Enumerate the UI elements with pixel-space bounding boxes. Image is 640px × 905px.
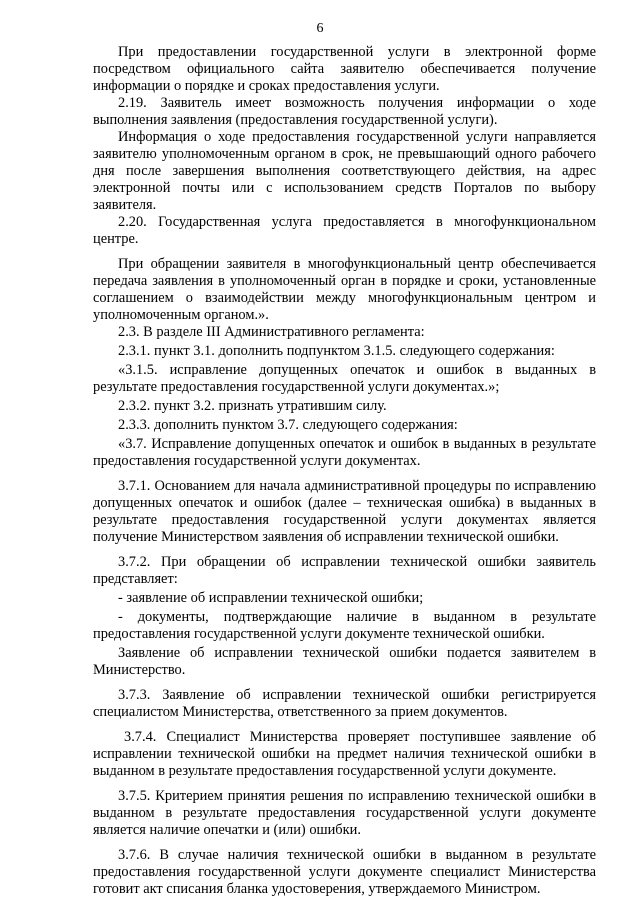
paragraph-3-7: «3.7. Исправление допущенных опечаток и ошибок в выданных в результате предоставления государственной услуги документах. [93,436,596,469]
paragraph-3-7-3: 3.7.3. Заявление об исправлении технической ошибки регистрируется специалистом Министерства, ответственного за прием документов. [93,687,596,720]
document-body [93,44,596,898]
paragraph-2-3-1: 2.3.1. пункт 3.1. дополнить подпунктом 3.1.5. следующего содержания: [118,343,555,359]
paragraph-progress-info: Информация о ходе предоставления государственной услуги направляется заявителю уполномоченным органом в срок, не превышающий одного рабочего дня после завершения выполнения соответствующего действия, на адрес электронной почты или с использованием средств Порталов по выбору заявителя. [93,129,596,213]
paragraph-2-3-3: 2.3.3. дополнить пунктом 3.7. следующего содержания: [118,417,458,433]
paragraph-electronic-info: При предоставлении государственной услуги в электронной форме посредством официального сайта заявителю обеспечивается получение информации о порядке и сроках предоставления услуги. [93,44,596,94]
paragraph-2-20: 2.20. Государственная услуга предоставляется в многофункциональном центре. [93,214,596,247]
paragraph-3-7-2: 3.7.2. При обращении об исправлении технической ошибки заявитель представляет: [93,554,596,587]
paragraph-submission: Заявление об исправлении технической ошибки подается заявителем в Министерство. [93,645,596,678]
paragraph-2-19: 2.19. Заявитель имеет возможность получения информации о ходе выполнения заявления (предоставления государственной услуги). [93,95,596,128]
list-item-documents: - документы, подтверждающие наличие в выданном в результате предоставления государственной услуги документе технической ошибки. [93,609,596,642]
page-number: 6 [316,21,324,36]
paragraph-mfc-transfer: При обращении заявителя в многофункциональный центр обеспечивается передача заявления в уполномоченный орган в порядке и сроки, установленные соглашением о взаимодействии между многофункциональным центром и уполномоченным органом.». [93,256,596,323]
paragraph-3-1-5: «3.1.5. исправление допущенных опечаток и ошибок в выданных в результате предоставления государственной услуги документах.»; [93,362,596,395]
paragraph-3-7-5: 3.7.5. Критерием принятия решения по исправлению технической ошибки в выданном в результате предоставления государственной услуги документе является наличие опечатки и (или) ошибки. [93,788,596,838]
paragraph-2-3: 2.3. В разделе III Административного регламента: [118,324,425,340]
list-item-application: - заявление об исправлении технической ошибки; [118,590,424,606]
paragraph-2-3-2: 2.3.2. пункт 3.2. признать утратившим силу. [118,398,387,414]
paragraph-3-7-4: 3.7.4. Специалист Министерства проверяет поступившее заявление об исправлении технической ошибки на предмет наличия технической ошибки в выданном в результате предоставления государственной услуги документе. [93,729,596,779]
paragraph-3-7-6: 3.7.6. В случае наличия технической ошибки в выданном в результате предоставления государственной услуги документе специалист Министерства готовит акт списания бланка удостоверения, утверждаемого Министром. [93,847,596,897]
paragraph-3-7-1: 3.7.1. Основанием для начала административной процедуры по исправлению допущенных опечаток и ошибок (далее – техническая ошибка) в выданных в результате предоставления государственной услуги документах является получение Министерством заявления об исправлении технической ошибки. [93,478,596,545]
